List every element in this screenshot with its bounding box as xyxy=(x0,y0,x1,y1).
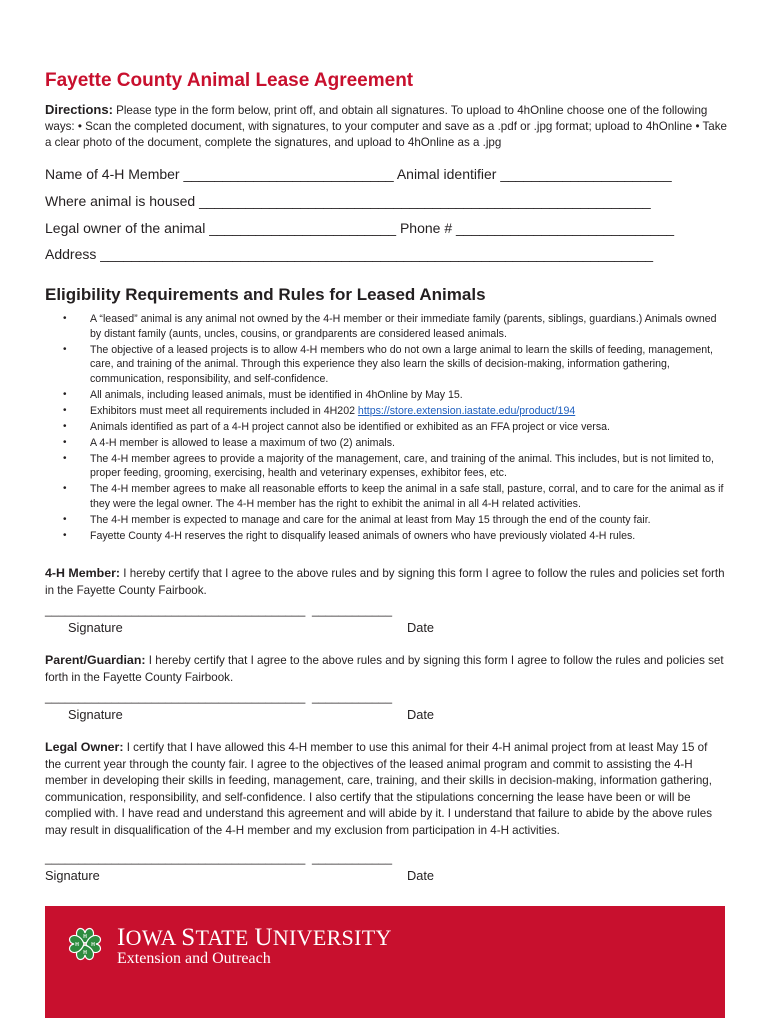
owner-label: Legal Owner: xyxy=(45,740,124,754)
university-name: IOWA STATE UNIVERSITY xyxy=(117,924,392,951)
rule-item: • The objective of a leased projects is to allow 4-H members who do not own a large animal to learn the skills of feeding, management, care, and training of the animal. Through this experience they also learn the skills of decision-making, information gathering, communication, responsibility, and self-confidence. xyxy=(60,343,728,387)
parent-date-label: Date xyxy=(407,707,435,722)
rule-item: • Fayette County 4-H reserves the right to disqualify leased animals of owners who have previously violated 4-H rules. xyxy=(60,529,728,544)
rule-item: • A 4-H member is allowed to lease a maximum of two (2) animals. xyxy=(60,436,728,451)
owner-text: I certify that I have allowed this 4-H member to use this animal for their 4-H animal project from at least May 15 of the current year through the county fair. I agree to the objectives of the leased animal program and commit to assisting the 4-H member in developing their skills in feeding, management, care, training, and their skills in decision-making, information gathering, communication, responsibility, and self-confidence. I also certify that the stipulations concerning the lease have been or will be complied with. I have read and understand this agreement and will abide by it. I understand that failure to abide by the above rules may result in disqualification of the 4-H member and my exclusion from participation in 4-H activities. xyxy=(45,741,713,837)
rule-item: • Animals identified as part of a 4-H project cannot also be identified or exhibited as an FFA project or vice versa. xyxy=(60,420,728,435)
parent-signature-line[interactable]: _______________________________________ ____________ xyxy=(45,690,393,704)
rules-store-link[interactable]: https://store.extension.iastate.edu/product/194 xyxy=(357,404,576,417)
rule-item: • The 4-H member is expected to manage and care for the animal at least from May 15 through the end of the county fair. xyxy=(60,513,728,528)
rules-list xyxy=(60,312,728,545)
rules-heading: Eligibility Requirements and Rules for Leased Animals xyxy=(45,285,486,304)
page-title: Fayette County Animal Lease Agreement xyxy=(45,70,414,91)
directions-label: Directions: xyxy=(45,102,113,117)
directions-text: Please type in the form below, print off, and obtain all signatures. To upload to 4hOnline choose one of the following ways: • Scan the completed document, with signatures, to your computer and save as a .pdf or .jpg format; upload to 4hOnline • Take a clear photo of the document, complete the signatures, and upload to 4hOnline as a .jpg xyxy=(45,104,728,149)
svg-text:H: H xyxy=(83,934,87,940)
rule-text: Exhibitors must meet all requirements included in 4H202 xyxy=(90,404,358,417)
address-field[interactable]: Address _______________________________________________________________________ xyxy=(45,246,654,262)
4h-clover-icon xyxy=(65,924,105,964)
member-date-label: Date xyxy=(407,620,435,635)
extension-subtitle: Extension and Outreach xyxy=(117,950,271,967)
member-signature-label: Signature xyxy=(68,620,123,635)
member-label: 4-H Member: xyxy=(45,566,121,580)
parent-label: Parent/Guardian: xyxy=(45,653,146,667)
isu-footer-banner xyxy=(45,906,725,1018)
member-animal-id-fields[interactable]: Name of 4-H Member ___________________________ Animal identifier ______________________ xyxy=(45,166,672,182)
member-text: I hereby certify that I agree to the above rules and by signing this form I agree to follow the rules and policies set forth in the Fayette County Fairbook. xyxy=(45,567,725,597)
rule-item xyxy=(60,404,728,419)
directions xyxy=(45,102,735,151)
owner-date-label: Date xyxy=(407,868,435,883)
member-signature-line[interactable]: _______________________________________ ____________ xyxy=(45,603,393,617)
svg-text:H: H xyxy=(83,950,87,956)
owner-certification xyxy=(45,739,725,839)
rule-item: • The 4-H member agrees to provide a majority of the management, care, and training of the animal. This includes, but is not limited to, proper feeding, grooming, exercising, health and veterinary expenses, exhibitor fees, etc. xyxy=(60,452,728,481)
owner-phone-fields[interactable]: Legal owner of the animal ________________________ Phone # ____________________________ xyxy=(45,220,675,236)
animal-housed-field[interactable]: Where animal is housed __________________________________________________________ xyxy=(45,193,651,209)
parent-certification xyxy=(45,652,725,686)
owner-signature-label: Signature xyxy=(45,868,100,883)
rule-item: • A “leased” animal is any animal not owned by the 4-H member or their immediate family (parents, siblings, guardians.) Animals owned by distant family (aunts, uncles, cousins, or grandparents are considered leased animals. xyxy=(60,312,728,341)
rule-item: • All animals, including leased animals, must be identified in 4hOnline by May 15. xyxy=(60,388,728,403)
owner-signature-line[interactable]: _______________________________________ ____________ xyxy=(45,851,393,865)
parent-signature-label: Signature xyxy=(68,707,123,722)
svg-text:H: H xyxy=(75,942,79,948)
member-certification xyxy=(45,565,725,599)
rule-item: • The 4-H member agrees to make all reasonable efforts to keep the animal in a safe stall, pasture, corral, and to care for the animal as if they were the legal owner. The 4-H member has the right to exhibit the animal in all 4-H related activities. xyxy=(60,482,728,511)
parent-text: I hereby certify that I agree to the above rules and by signing this form I agree to follow the rules and policies set forth in the Fayette County Fairbook. xyxy=(45,654,724,684)
svg-text:H: H xyxy=(91,942,95,948)
